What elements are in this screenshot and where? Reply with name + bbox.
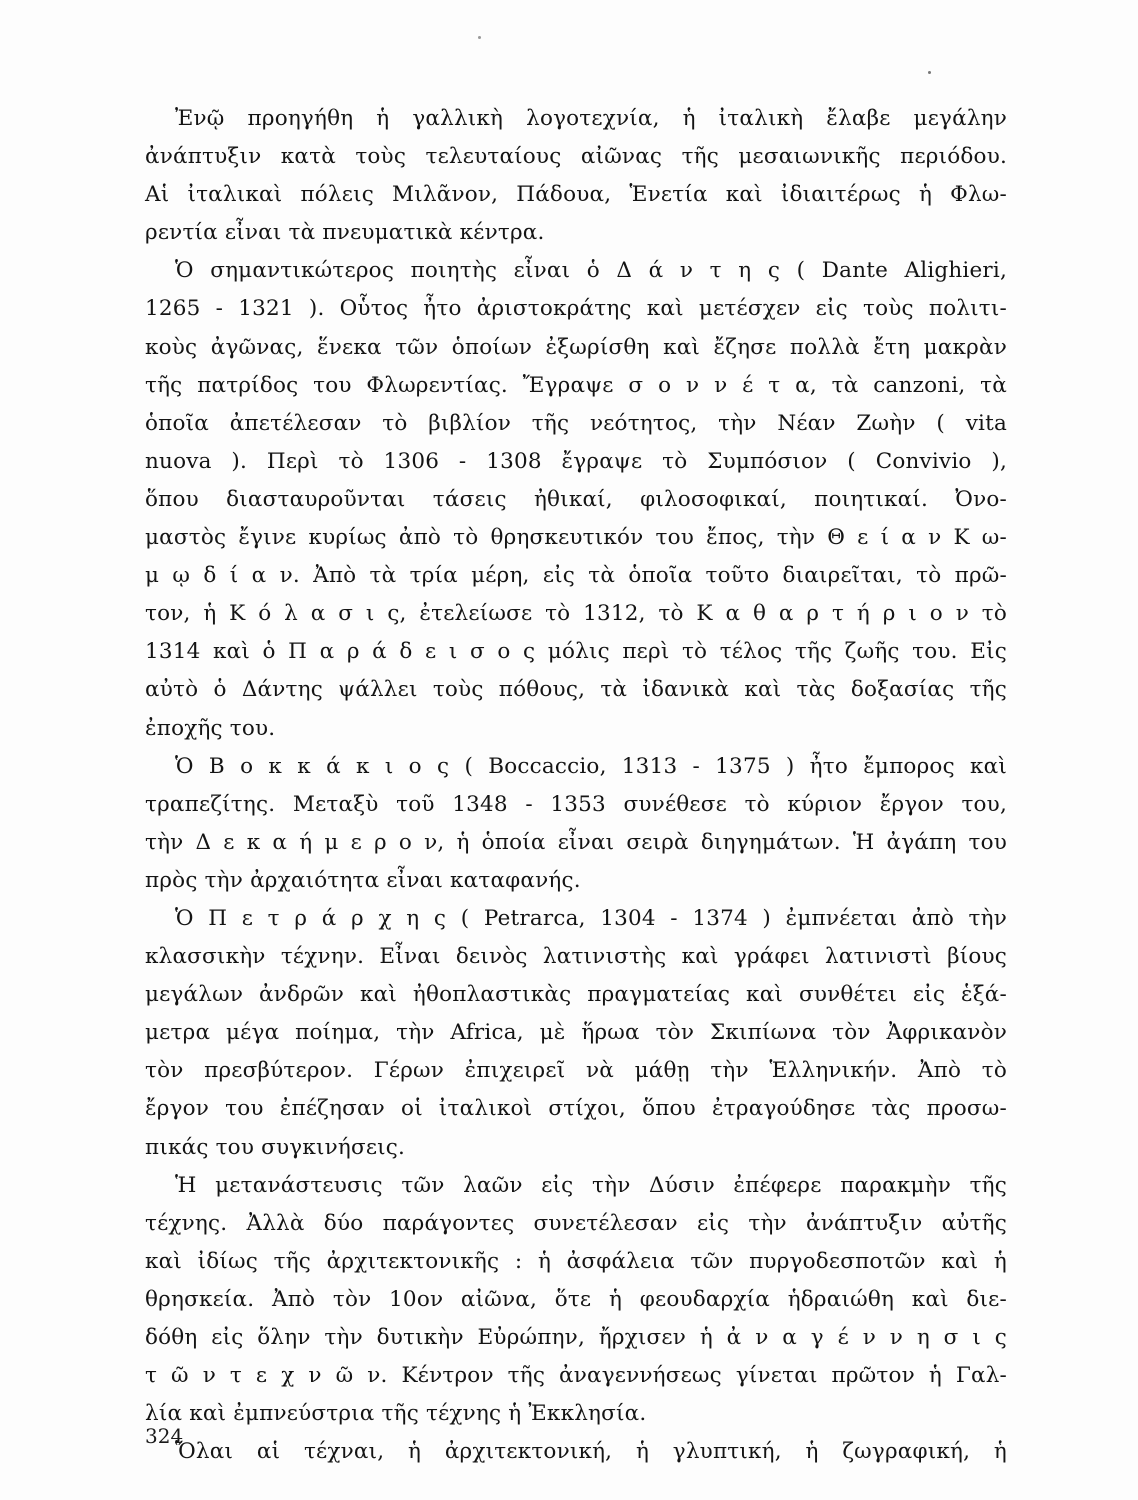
text-line: τὸν πρεσβύτερον. Γέρων ἐπιχειρεῖ νὰ μάθῃ τὴν Ἑλληνικήν. Ἀπὸ τὸ xyxy=(145,1058,1007,1084)
text-line: θρησκεία. Ἀπὸ τὸν 10ον αἰῶνα, ὅτε ἡ φεουδαρχία ἡδραιώθη καὶ διε- xyxy=(145,1286,1007,1312)
text-line: ἀνάπτυξιν κατὰ τοὺς τελευταίους αἰῶνας τῆς μεσαιωνικῆς περιόδου. xyxy=(145,144,1007,170)
text-line: Ὁ σημαντικώτερος ποιητὴς εἶναι ὁ Δ ά ν τ η ς ( Dante Alighieri, xyxy=(175,258,1007,284)
text-line: nuova ). Περὶ τὸ 1306 - 1308 ἔγραψε τὸ Συμπόσιον ( Convivio ), xyxy=(145,448,1007,474)
text-line: Ὅλαι αἱ τέχναι, ἡ ἀρχιτεκτονική, ἡ γλυπτική, ἡ ζωγραφική, ἡ xyxy=(175,1439,1007,1465)
text-line: Ἐνῷ προηγήθη ἡ γαλλικὴ λογοτεχνία, ἡ ἰταλικὴ ἔλαβε μεγάλην xyxy=(175,106,1007,131)
print-speck xyxy=(478,36,481,39)
print-speck xyxy=(928,71,931,74)
text-line: 1314 καὶ ὁ Π α ρ ά δ ε ι σ ο ς μόλις περὶ τὸ τέλος τῆς ζωῆς του. Εἰς xyxy=(145,639,1007,665)
text-line: κοὺς ἀγῶνας, ἕνεκα τῶν ὁποίων ἐξωρίσθη καὶ ἔζησε πολλὰ ἔτη μακρὰν xyxy=(145,334,1007,360)
text-line: μεγάλων ἀνδρῶν καὶ ἠθοπλαστικὰς πραγματείας καὶ συνθέτει εἰς ἑξά- xyxy=(145,982,1007,1008)
text-line: τὴν Δ ε κ α ή μ ε ρ ο ν, ἡ ὁποία εἶναι σειρὰ διηγημάτων. Ἡ ἀγάπη του xyxy=(145,829,1007,855)
text-line: λία καὶ ἐμπνεύστρια τῆς τέχνης ἡ Ἐκκλησία. xyxy=(145,1401,647,1427)
text-line: Ὁ Β ο κ κ ά κ ι ο ς ( Boccaccio, 1313 - 1375 ) ἦτο ἔμπορος καὶ xyxy=(175,753,1007,779)
text-line: ὁποῖα ἀπετέλεσαν τὸ βιβλίον τῆς νεότητος, τὴν Νέαν Ζωὴν ( vita xyxy=(145,410,1007,436)
text-line: κλασσικὴν τέχνην. Εἶναι δεινὸς λατινιστὴς καὶ γράφει λατινιστὶ βίους xyxy=(145,944,1007,970)
text-line: μ ῳ δ ί α ν. Ἀπὸ τὰ τρία μέρη, εἰς τὰ ὁποῖα τοῦτο διαιρεῖται, τὸ πρῶ- xyxy=(145,563,1007,589)
text-line: Αἱ ἰταλικαὶ πόλεις Μιλᾶνον, Πάδουα, Ἑνετία καὶ ἰδιαιτέρως ἡ Φλω- xyxy=(145,182,1007,208)
body-text xyxy=(145,100,1007,1471)
text-line: ρεντία εἶναι τὰ πνευματικὰ κέντρα. xyxy=(145,220,545,246)
text-line: Ὁ Π ε τ ρ ά ρ χ η ς ( Petrarca, 1304 - 1374 ) ἐμπνέεται ἀπὸ τὴν xyxy=(175,905,1007,931)
text-line: τραπεζίτης. Μεταξὺ τοῦ 1348 - 1353 συνέθεσε τὸ κύριον ἔργον του, xyxy=(145,791,1007,817)
text-line: τ ῶ ν τ ε χ ν ῶ ν. Κέντρον τῆς ἀναγεννήσεως γίνεται πρῶτον ἡ Γαλ- xyxy=(145,1363,1007,1389)
text-line: ἐποχῆς του. xyxy=(145,715,276,741)
text-line: πρὸς τὴν ἀρχαιότητα εἶναι καταφανής. xyxy=(145,867,581,893)
page-number: 324 xyxy=(145,1424,184,1448)
text-line: δόθη εἰς ὅλην τὴν δυτικὴν Εὐρώπην, ἤρχισεν ἡ ἀ ν α γ έ ν ν η σ ι ς xyxy=(145,1325,1007,1350)
text-line: 1265 - 1321 ). Οὗτος ἦτο ἀριστοκράτης καὶ μετέσχεν εἰς τοὺς πολιτι- xyxy=(145,296,1007,322)
text-line: τῆς πατρίδος του Φλωρεντίας. Ἔγραψε σ ο ν ν έ τ α, τὰ canzoni, τὰ xyxy=(145,372,1007,398)
text-line: καὶ ἰδίως τῆς ἀρχιτεκτονικῆς : ἡ ἀσφάλεια τῶν πυργοδεσποτῶν καὶ ἡ xyxy=(145,1248,1007,1274)
text-line: Ἡ μετανάστευσις τῶν λαῶν εἰς τὴν Δύσιν ἐπέφερε παρακμὴν τῆς xyxy=(175,1172,1007,1198)
text-line: ὅπου διασταυροῦνται τάσεις ἠθικαί, φιλοσοφικαί, ποιητικαί. Ὀνο- xyxy=(145,486,1007,512)
text-line: μαστὸς ἔγινε κυρίως ἀπὸ τὸ θρησκευτικόν του ἔπος, τὴν Θ ε ί α ν Κ ω- xyxy=(145,525,1007,551)
text-line: τέχνης. Ἀλλὰ δύο παράγοντες συνετέλεσαν εἰς τὴν ἀνάπτυξιν αὐτῆς xyxy=(145,1210,1007,1236)
text-line: αὐτὸ ὁ Δάντης ψάλλει τοὺς πόθους, τὰ ἰδανικὰ καὶ τὰς δοξασίας τῆς xyxy=(145,677,1007,703)
text-line: μετρα μέγα ποίημα, τὴν Africa, μὲ ἥρωα τὸν Σκιπίωνα τὸν Ἀφρικανὸν xyxy=(145,1020,1007,1046)
text-line: ἔργον του ἐπέζησαν οἱ ἰταλικοὶ στίχοι, ὅπου ἐτραγούδησε τὰς προσω- xyxy=(145,1096,1007,1122)
text-line: πικάς του συγκινήσεις. xyxy=(145,1134,406,1160)
text-line: τον, ἡ Κ ό λ α σ ι ς, ἐτελείωσε τὸ 1312, τὸ Κ α θ α ρ τ ή ρ ι ο ν τὸ xyxy=(145,601,1007,627)
